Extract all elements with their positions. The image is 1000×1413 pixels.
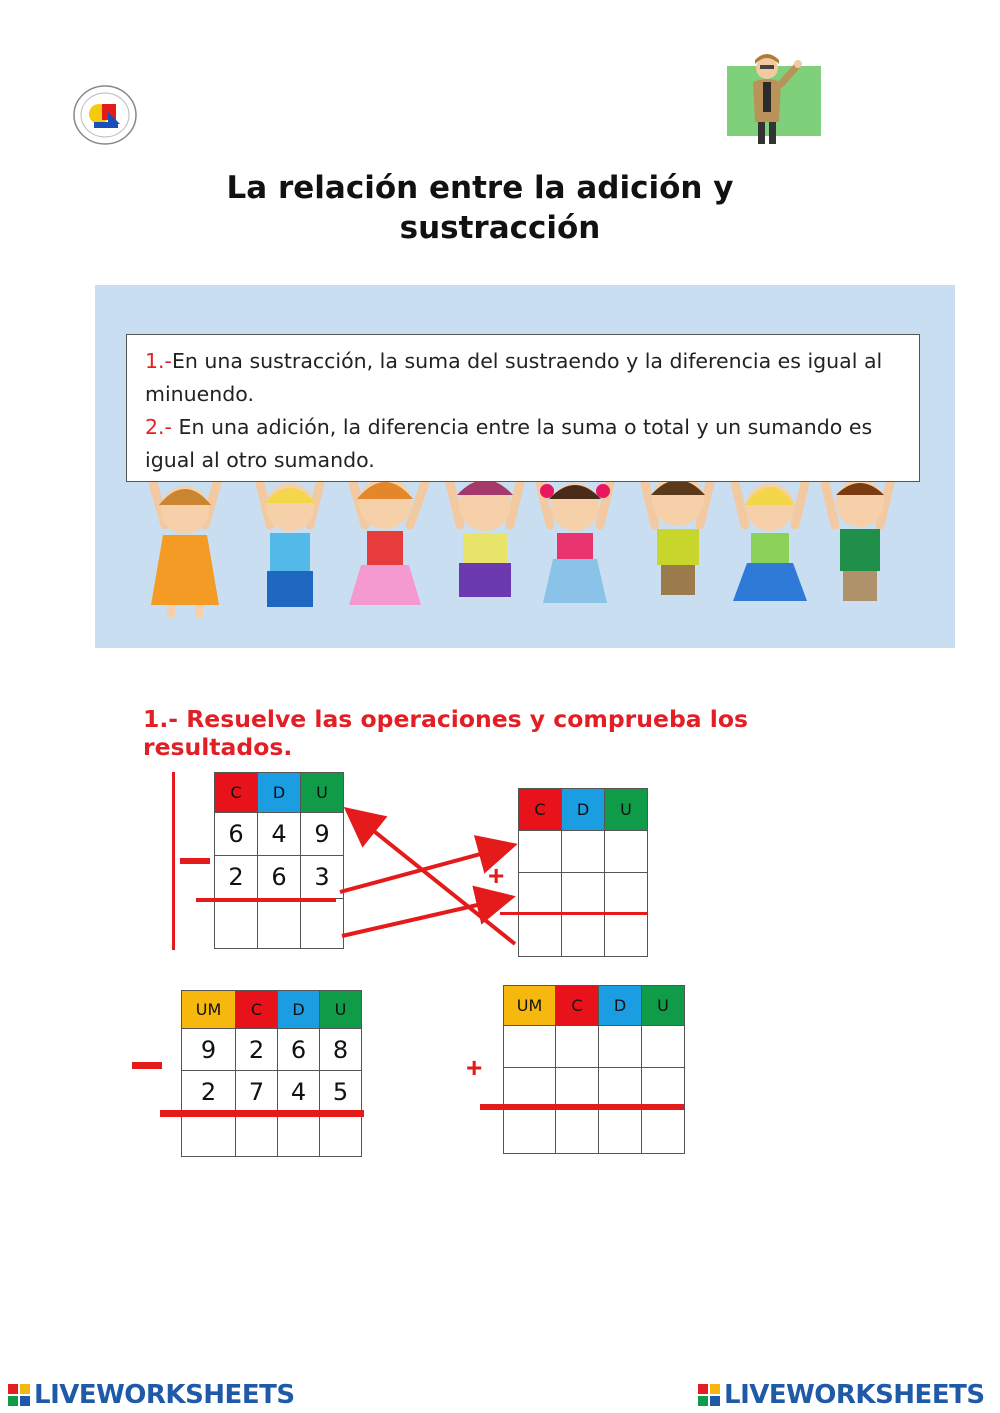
answer-cell[interactable] [301,899,344,949]
liveworksheets-logo-icon [698,1384,720,1406]
grid-subtraction-cdu [214,772,344,949]
grid-subtraction-umcdu [181,990,362,1157]
answer-cell[interactable] [556,1110,599,1154]
answer-cell[interactable] [642,1026,685,1068]
header-cell: UM [182,991,236,1029]
brand-text: LIVEWORKSHEETS [34,1380,295,1410]
header-cell: D [599,986,642,1026]
answer-cell[interactable] [519,915,562,957]
digit-cell: 6 [215,813,258,856]
answer-cell[interactable] [562,915,605,957]
rule-number: 2.- [145,415,172,439]
rule-text: En una sustracción, la suma del sustraendo y la diferencia es igual al minuendo. [145,349,883,406]
school-logo [72,84,138,146]
answer-cell[interactable] [605,873,648,915]
header-cell: D [562,789,605,831]
header-cell: C [519,789,562,831]
answer-cell[interactable] [605,831,648,873]
answer-cell[interactable] [556,1026,599,1068]
digit-cell: 2 [182,1071,236,1113]
header-cell: C [215,773,258,813]
header-cell: U [642,986,685,1026]
title-line-2: sustracción [399,210,601,246]
answer-cell[interactable] [599,1110,642,1154]
digit-cell: 6 [278,1029,320,1071]
answer-cell[interactable] [236,1113,278,1157]
digit-cell: 4 [258,813,301,856]
rule-item [145,345,907,411]
header-cell: D [258,773,301,813]
footer-brand-right [698,1378,985,1412]
digit-cell: 4 [278,1071,320,1113]
header-cell: C [556,986,599,1026]
plus-sign: + [488,860,505,891]
answer-cell[interactable] [258,899,301,949]
minus-sign [132,1062,162,1069]
answer-cell[interactable] [504,1110,556,1154]
answer-cell[interactable] [182,1113,236,1157]
arrow-line [342,898,508,936]
digit-cell: 2 [236,1029,278,1071]
answer-cell[interactable] [562,873,605,915]
arrow-line [340,846,510,892]
digit-cell: 2 [215,856,258,899]
result-line [196,898,336,902]
result-line [500,912,648,915]
digit-cell: 8 [320,1029,362,1071]
answer-cell[interactable] [278,1113,320,1157]
grid-addition-cdu [518,788,648,957]
plus-sign: + [466,1052,483,1083]
answer-cell[interactable] [642,1110,685,1154]
header-cell: U [320,991,362,1029]
digit-cell: 3 [301,856,344,899]
digit-cell: 9 [182,1029,236,1071]
result-line [160,1110,364,1117]
rule-number: 1.- [145,349,172,373]
header-cell: UM [504,986,556,1026]
teacher-illustration [727,52,821,148]
exercise-title: 1.- Resuelve las operaciones y comprueba los resultados. [143,705,748,761]
rule-text: En una adición, la diferencia entre la suma o total y un sumando es igual al otro sumando. [145,415,873,472]
vertical-bar [172,772,175,950]
header-cell: C [236,991,278,1029]
digit-cell: 6 [258,856,301,899]
grid-addition-umcdu [503,985,685,1154]
answer-cell[interactable] [215,899,258,949]
digit-cell: 9 [301,813,344,856]
digit-cell: 7 [236,1071,278,1113]
rule-item [145,411,907,477]
answer-cell[interactable] [504,1026,556,1068]
minus-sign [180,858,210,864]
title-line-1: La relación entre la adición y [226,170,734,206]
header-cell: D [278,991,320,1029]
result-line [480,1104,684,1110]
answer-cell[interactable] [519,873,562,915]
answer-cell[interactable] [599,1026,642,1068]
digit-cell: 5 [320,1071,362,1113]
answer-cell[interactable] [562,831,605,873]
liveworksheets-logo-icon [8,1384,30,1406]
answer-cell[interactable] [605,915,648,957]
footer-brand-left [8,1378,295,1412]
header-cell: U [605,789,648,831]
header-cell: U [301,773,344,813]
answer-cell[interactable] [519,831,562,873]
answer-cell[interactable] [320,1113,362,1157]
brand-text: LIVEWORKSHEETS [724,1380,985,1410]
rules-box [126,334,920,482]
page-title [150,168,810,248]
